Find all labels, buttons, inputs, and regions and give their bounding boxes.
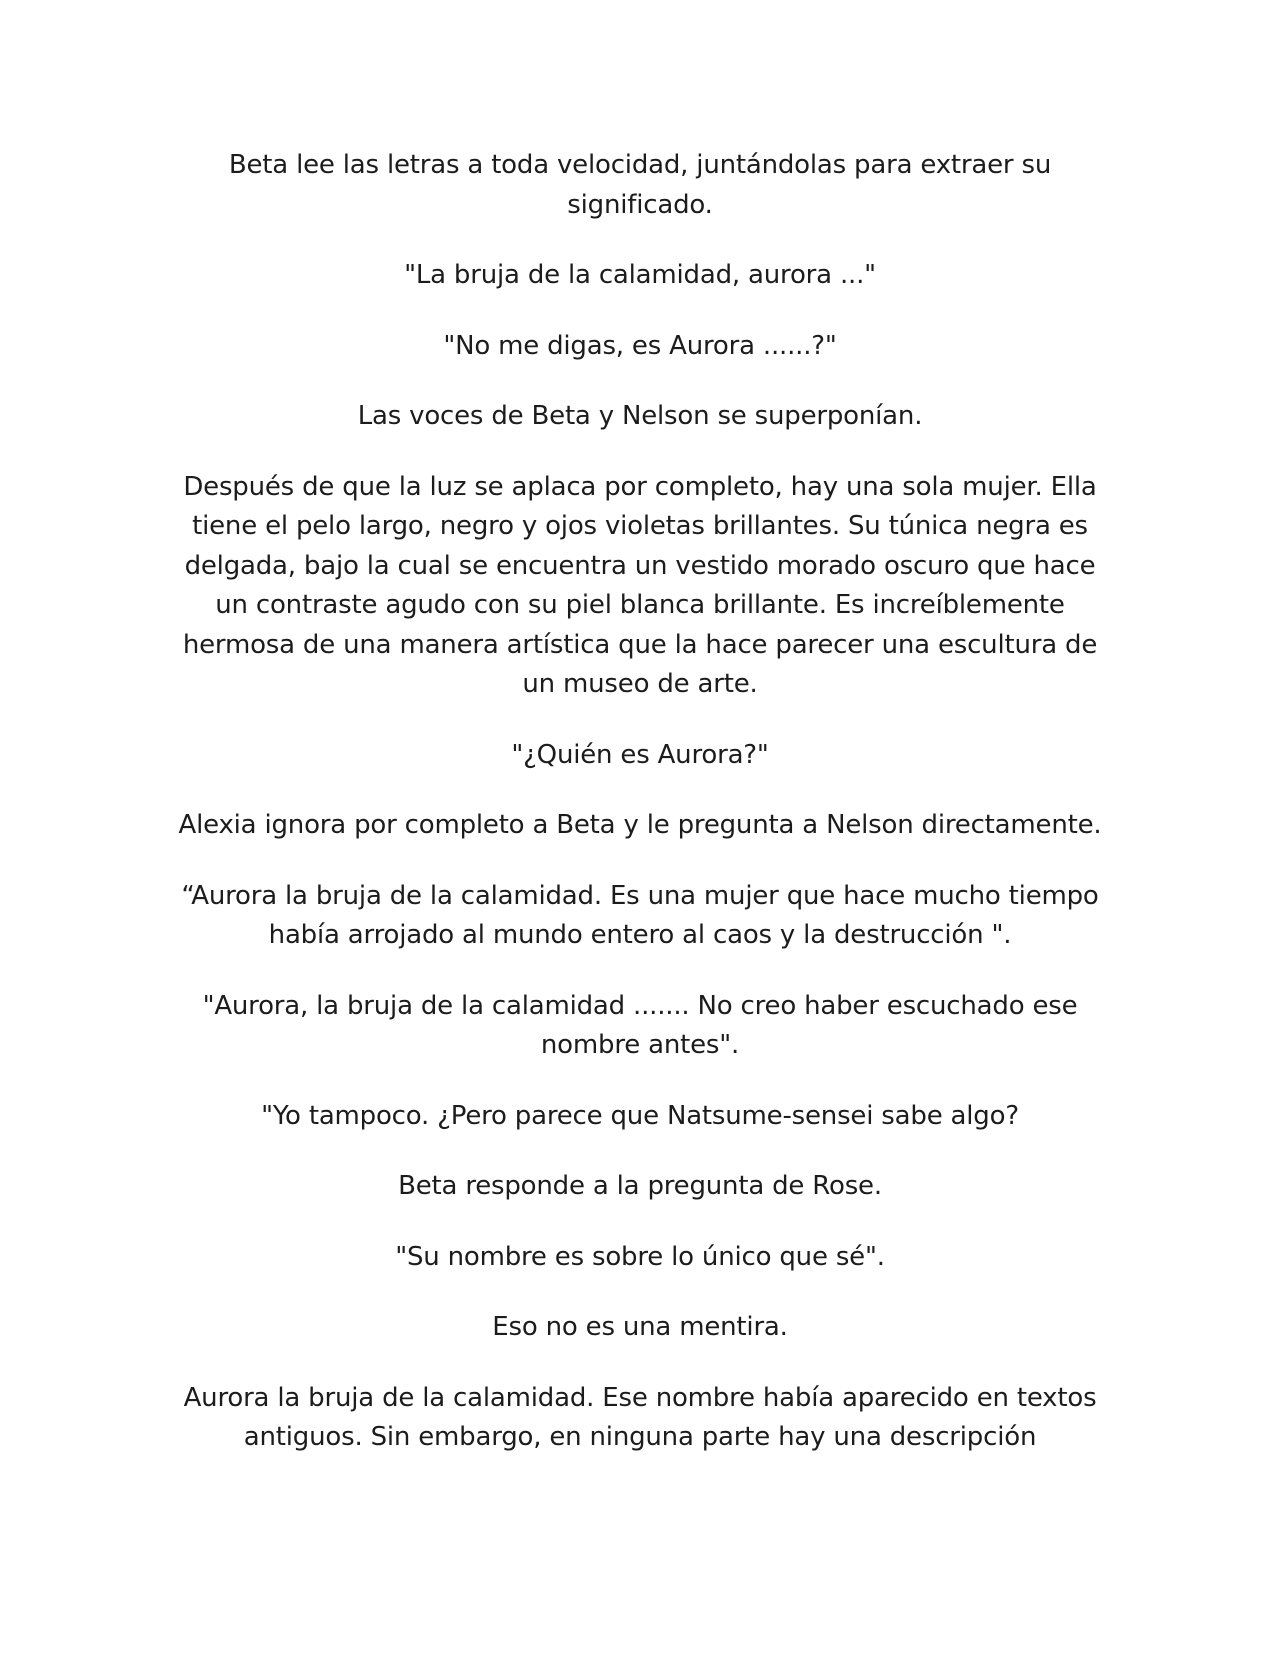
- paragraph: Las voces de Beta y Nelson se superponían.: [357, 401, 923, 431]
- paragraph: Aurora la bruja de la calamidad. Ese nombre había aparecido en textos antiguos. Sin embargo, en ninguna parte hay una descripción: [183, 1382, 1097, 1452]
- paragraph: "La bruja de la calamidad, aurora ...": [404, 260, 876, 290]
- document-body: [175, 146, 1105, 1489]
- paragraph: "Yo tampoco. ¿Pero parece que Natsume-sensei sabe algo?: [261, 1100, 1019, 1131]
- paragraph: "Aurora, la bruja de la calamidad ....... No creo haber escuchado ese nombre antes".: [202, 990, 1078, 1060]
- paragraph: Después de que la luz se aplaca por completo, hay una sola mujer. Ella tiene el pelo largo, negro y ojos violetas brillantes. Su túnica negra es delgada, bajo la cual se encuentra un vestido morado oscuro que hace un contraste agudo con su piel blanca brillante. Es increíblemente hermosa de una manera artística que la hace parecer una escultura de un museo de arte.: [182, 471, 1098, 699]
- paragraph: Beta responde a la pregunta de Rose.: [398, 1171, 882, 1201]
- paragraph: "No me digas, es Aurora ......?": [443, 330, 837, 361]
- paragraph: “Aurora la bruja de la calamidad. Es una mujer que hace mucho tiempo había arrojado al mundo entero al caos y la destrucción ".: [181, 880, 1099, 950]
- paragraph: "¿Quién es Aurora?": [511, 739, 769, 770]
- paragraph: "Su nombre es sobre lo único que sé".: [395, 1241, 885, 1272]
- paragraph: Beta lee las letras a toda velocidad, juntándolas para extraer su significado.: [228, 150, 1052, 220]
- paragraph: Eso no es una mentira.: [492, 1312, 788, 1342]
- paragraph: Alexia ignora por completo a Beta y le pregunta a Nelson directamente.: [178, 810, 1102, 840]
